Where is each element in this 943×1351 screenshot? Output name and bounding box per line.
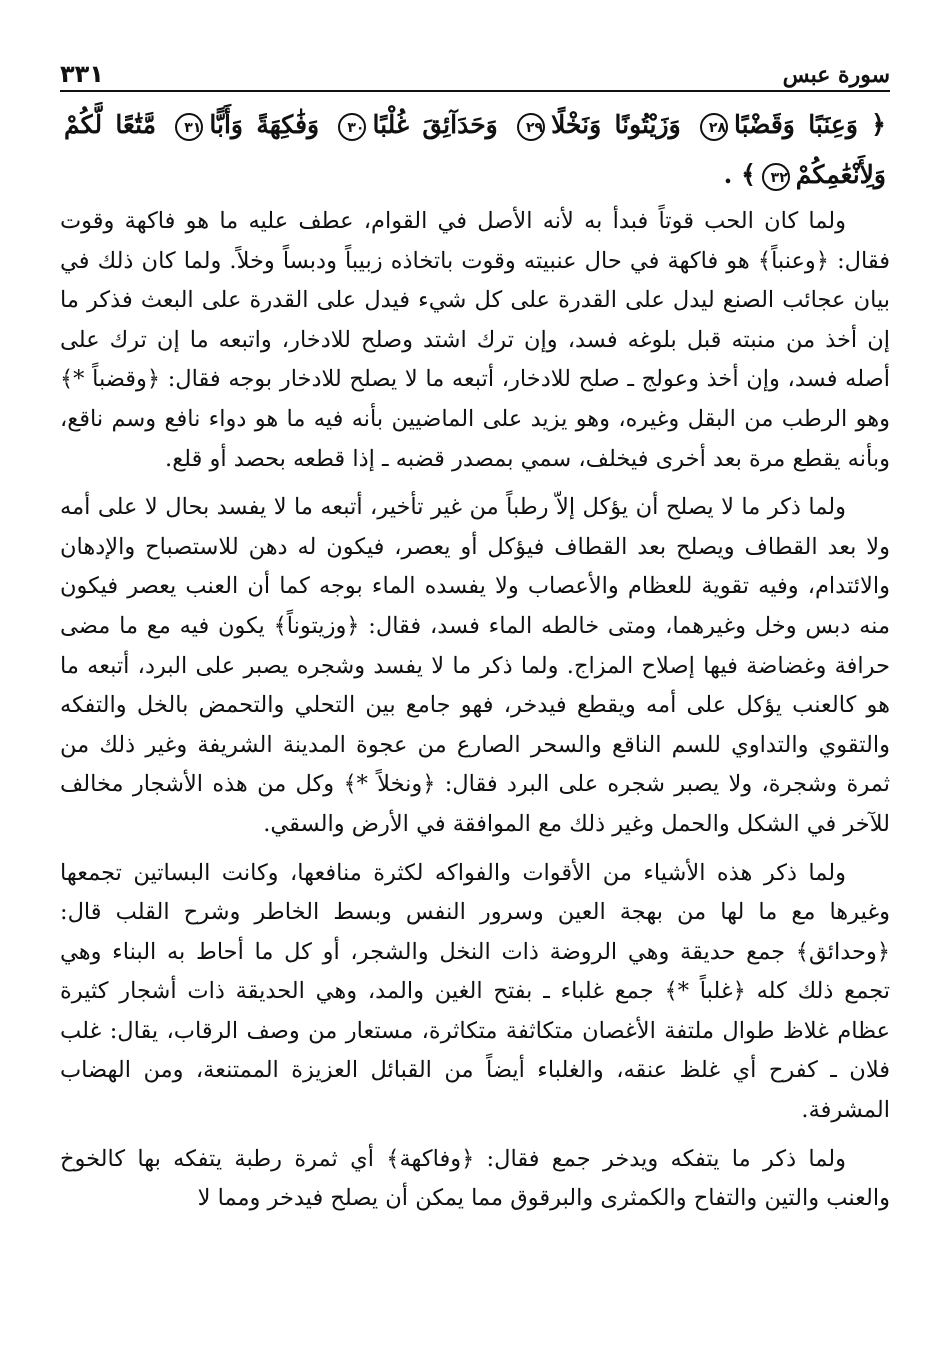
ayah-number-marker: ٣٢ [762, 163, 790, 191]
commentary-paragraph: ولما ذكر ما لا يصلح أن يؤكل إلاّ رطباً من غير تأخير، أتبعه ما لا يفسد بحال لا على أمه ولا بعد القطاف ويصلح بعد القطاف فيؤكل أو يعصر، فيكون له دهن للاستصباح والإدهان والائتدام، وفيه تقوية للعظام والأعصاب ولا يفسده الماء بوجه كما أن العنب يعصر فيكون منه دبس وخل وغيرهما، ومتى خالطه الماء فسد، فقال: ﴿وزيتوناً﴾ يكون فيه مع ما مضى حرافة وغضاضة فيها إصلاح المزاج. ولما ذكر ما لا يفسد وشجره يصبر على البرد، أتبعه ما هو كالعنب يؤكل على أمه ويقطع فيدخر، فهو جامع بين التحلي والتحمض بالخل والتفكه والتقوي والتداوي للسم الناقع والسحر الصارع من عجوة المدينة الشريفة وغير ذلك من ثمرة وشجرة، ولا يصبر شجره على البرد فقال: ﴿ونخلاً *﴾ وكل من هذه الأشجار مخالف للآخر في الشكل والحمل وغير ذلك مع الموافقة في الأرض والسقي. [60, 494, 891, 837]
commentary-paragraph: ولما ذكر هذه الأشياء من الأقوات والفواكه لكثرة منافعها، وكانت البساتين تجمعها وغيرها مع ما لها من بهجة العين وسرور النفس وبسط الخاطر وشرح القلب قال: ﴿وحدائق﴾ جمع حديقة وهي الروضة ذات النخل والشجر، أو كل ما أحاط به البناء وهي تجمع ذلك كله ﴿غلباً *﴾ جمع غلباء ـ بفتح الغين والمد، وهي الحديقة ذات أشجار كثيرة عظام غلاظ طوال ملتفة الأغصان متكاثفة متكاثرة، مستعار من وصف الرقاب، يقال: غلب فلان ـ كفرح أي غلظ عنقه، والغلباء أيضاً من القبائل العزيزة الممتنعة، ومن الهضاب المشرفة. [60, 859, 890, 1124]
ayah-number-marker: ٣٠ [338, 113, 366, 141]
commentary-paragraph: ولما ذكر ما يتفكه ويدخر جمع فقال: ﴿وفاكهة﴾ أي ثمرة رطبة يتفكه بها كالخوخ والعنب والتين والتفاح والكمثرى والبرقوق مما يمكن أن يصلح فيدخر ومما لا [60, 1145, 890, 1212]
verse-text: وَعِنَبًا وَقَضْبًا [734, 110, 858, 139]
page-header [60, 48, 890, 92]
page-number: ٣٣١ [60, 60, 104, 88]
verse-text: مَّتَٰعًا لَّكُمْ وَلِأَنْعَٰمِكُمْ [64, 110, 886, 189]
ayah-number-marker: ٣١ [175, 113, 203, 141]
commentary-body [60, 202, 890, 1219]
verse-end-punctuation: . [723, 160, 733, 189]
surah-title: سورة عبس [782, 62, 890, 88]
verse-open-bracket: ﴿ [871, 110, 886, 139]
verse-text: وَزَيْتُونًا وَنَخْلًا [551, 110, 681, 139]
book-page [60, 48, 890, 1219]
quran-verses [60, 100, 890, 200]
ayah-number-marker: ٢٩ [517, 113, 545, 141]
ayah-number-marker: ٢٨ [700, 113, 728, 141]
commentary-paragraph: ولما كان الحب قوتاً فبدأ به لأنه الأصل في القوام، عطف عليه ما هو فاكهة وقوت فقال: ﴿وعنباً﴾ هو فاكهة في حال عنبيته وقوت باتخاذه زبيباً ودبساً وخلاً. ولما كان ذلك في بيان عجائب الصنع ليدل على القدرة على كل شيء فيدل على القدرة على البعث فذكر ما إن أخذ من منبته قبل بلوغه فسد، وإن ترك اشتد وصلح للادخار، واتبعه ما إن ترك على أصله فسد، وإن أخذ وعولج ـ صلح للادخار، أتبعه ما لا يصلح للادخار بوجه فقال: ﴿وقضباً *﴾ وهو الرطب من البقل وغيره، وهو يزيد على الماضيين بأنه فيه ما هو دواء نافع وسم ناقع، وبأنه يقطع مرة بعد أخرى فيخلف، سمي بمصدر قضبه ـ إذا قطعه بحصد أو قلع. [60, 208, 890, 472]
verse-close-bracket: ﴾ [741, 160, 756, 189]
verse-text: وَحَدَآئِقَ غُلْبًا [372, 110, 498, 139]
verse-text: وَفَٰكِهَةً وَأَبًّا [209, 110, 320, 139]
